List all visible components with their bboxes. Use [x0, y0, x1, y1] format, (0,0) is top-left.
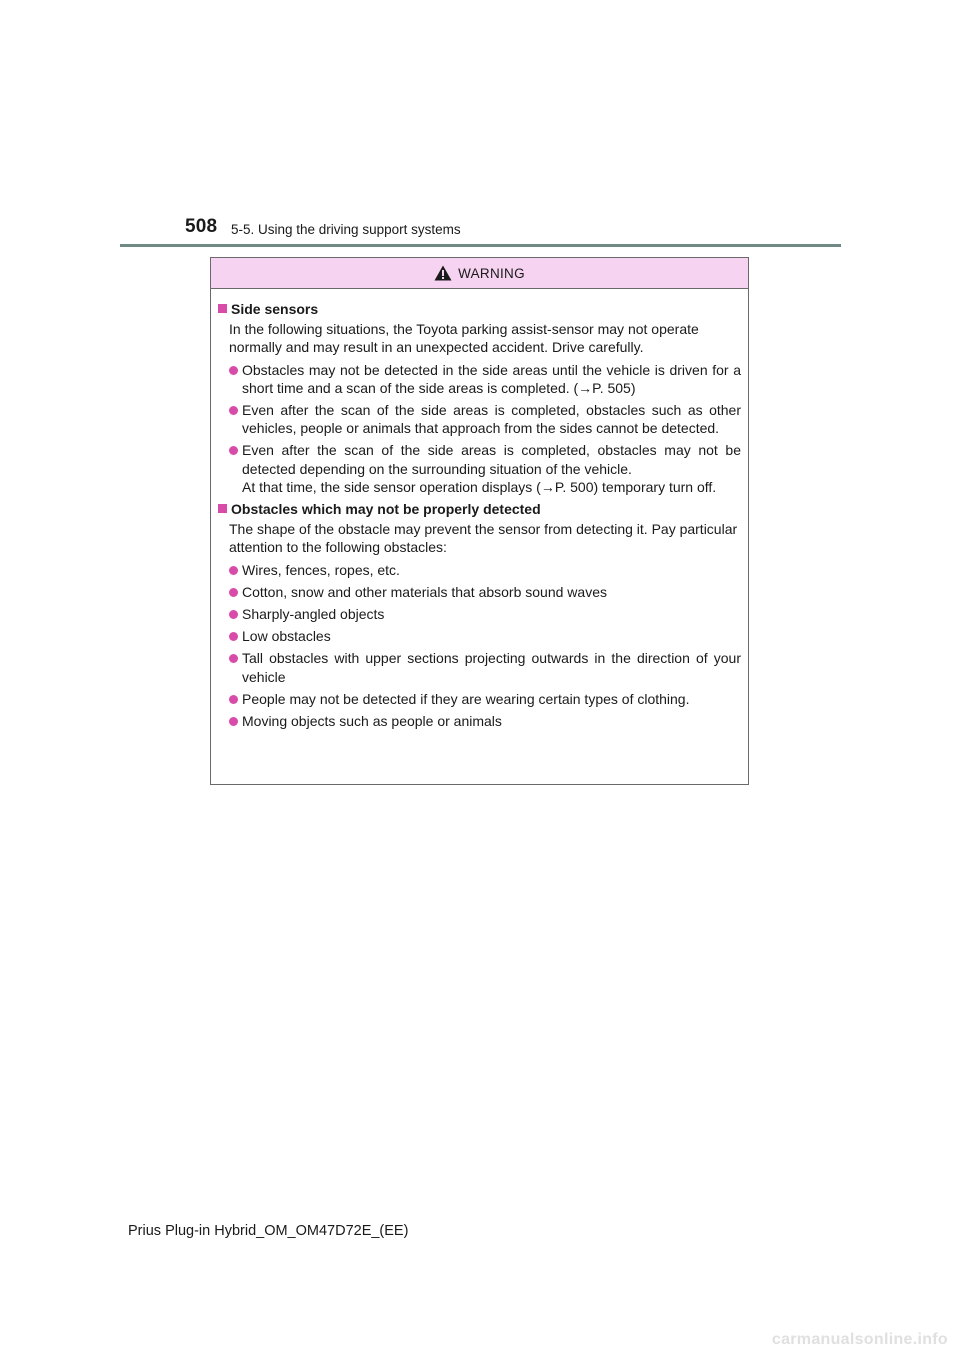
- round-bullet-icon: [229, 406, 238, 415]
- round-bullet-icon: [229, 588, 238, 597]
- list-item: People may not be detected if they are wearing certain types of clothing.: [217, 690, 741, 708]
- list-item: Moving objects such as people or animals: [217, 712, 741, 730]
- round-bullet-icon: [229, 632, 238, 641]
- section-title: 5-5. Using the driving support systems: [231, 222, 461, 237]
- round-bullet-icon: [229, 717, 238, 726]
- round-bullet-icon: [229, 366, 238, 375]
- warning-header: [211, 258, 748, 289]
- list-item: Even after the scan of the side areas is completed, obstacles may not be detected depending on the surrounding situation of the vehicle. At that time, the side sensor operation displays (→P. 500) temporary turn off.: [217, 441, 741, 496]
- header-divider: [120, 244, 841, 247]
- square-bullet-icon: [218, 504, 227, 513]
- list-item: Wires, fences, ropes, etc.: [217, 561, 741, 579]
- document-id: Prius Plug-in Hybrid_OM_OM47D72E_(EE): [128, 1223, 409, 1239]
- warning-box: [210, 257, 749, 785]
- round-bullet-icon: [229, 695, 238, 704]
- list-item: Cotton, snow and other materials that absorb sound waves: [217, 583, 741, 601]
- list-item: Obstacles may not be detected in the side areas until the vehicle is driven for a short time and a scan of the side areas is completed. (→P. 505): [217, 361, 741, 397]
- warning-section-obstacles: [217, 500, 741, 730]
- section-heading: Side sensors: [217, 300, 741, 318]
- warning-triangle-icon: [434, 265, 452, 281]
- list-item: Even after the scan of the side areas is completed, obstacles such as other vehicles, people or animals that approach from the sides cannot be detected.: [217, 401, 741, 437]
- round-bullet-icon: [229, 610, 238, 619]
- warning-label: WARNING: [458, 265, 525, 281]
- square-bullet-icon: [218, 304, 227, 313]
- warning-section-side-sensors: [217, 300, 741, 496]
- section-paragraph: In the following situations, the Toyota parking assist-sensor may not operate normally and may result in an unexpected accident. Drive carefully.: [229, 321, 699, 356]
- watermark: carmanualsonline.info: [771, 1331, 948, 1348]
- list-item: Tall obstacles with upper sections projecting outwards in the direction of your vehicle: [217, 649, 741, 685]
- page-number: 508: [185, 216, 218, 237]
- section-heading: Obstacles which may not be properly detected: [217, 500, 741, 518]
- round-bullet-icon: [229, 446, 238, 455]
- list-item: Sharply-angled objects: [217, 605, 741, 623]
- list-item: Low obstacles: [217, 627, 741, 645]
- warning-body: [211, 289, 748, 730]
- section-paragraph: The shape of the obstacle may prevent the sensor from detecting it. Pay particular attention to the following obstacles:: [229, 521, 738, 556]
- round-bullet-icon: [229, 654, 238, 663]
- round-bullet-icon: [229, 566, 238, 575]
